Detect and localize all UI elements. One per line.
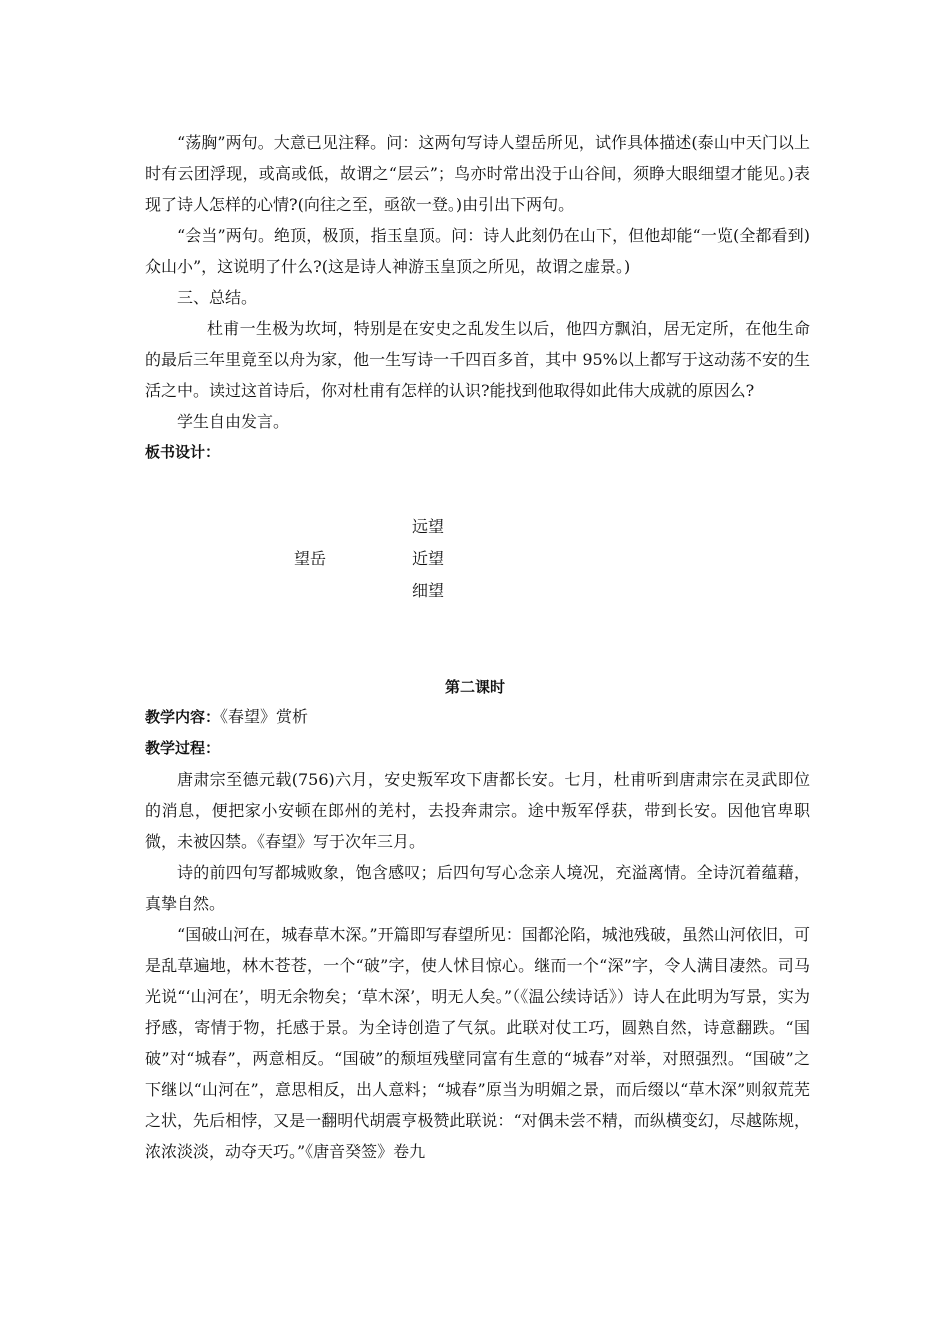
summary-heading: 三、总结。 (177, 288, 258, 307)
board-design-label: 板书设计： (145, 443, 221, 461)
section-chunwang (145, 701, 810, 1167)
board-item-far: 远望 (412, 517, 445, 536)
board-title: 望岳 (294, 549, 327, 568)
teaching-content-value: 《春望》赏析 (220, 707, 309, 726)
paragraph-huidang: “会当”两句。绝顶，极顶，指玉皇顶。问：诗人此刻仍在山下，但他却能“一览(全都看到)众山小”，这说明了什么?(这是诗人神游玉皇顶之所见，故谓之虚景。) (145, 226, 810, 276)
paragraph-background: 唐肃宗至德元载(756)六月，安史叛军攻下唐都长安。七月，杜甫听到唐肃宗在灵武即位的消息，便把家小安顿在郎州的羌村，去投奔肃宗。途中叛军俘获，带到长安。因他官卑职微，未被囚禁。《春望》写于次年三月。 (145, 770, 810, 851)
paragraph-dangxiong: “荡胸”两句。大意已见注释。问：这两句写诗人望岳所见，试作具体描述(泰山中天门以上时有云团浮现，或高或低，故谓之“层云”；鸟亦时常出没于山谷间，须睁大眼细望才能见。)表现了诗人怎样的心情?(向往之至，亟欲一登。)由引出下两句。 (145, 133, 810, 214)
paragraph-guopo-analysis: “国破山河在，城春草木深。”开篇即写春望所见：国都沦陷，城池残破，虽然山河依旧，可是乱草遍地，林木苍苍，一个“破”字，使人怵目惊心。继而一个“深”字，令人满目凄然。司马光说“‘山河在’，明无余物矣；‘草木深’，明无人矣。”（《温公续诗话》）诗人在此明为写景，实为抒感，寄情于物，托感于景。为全诗创造了气氛。此联对仗工巧，圆熟自然，诗意翻跌。“国破”对“城春”，两意相反。“国破”的颓垣残壁同富有生意的“城春”对举，对照强烈。“国破”之下继以“山河在”，意思相反，出人意料；“城春”原当为明媚之景，而后缀以“草木深”则叙荒芜之状，先后相悖，又是一翻明代胡震亨极赞此联说：“对偶未尝不精，而纵横变幻，尽越陈规，浓浓淡淡，动夺天巧。”《唐音癸签》卷九 (145, 925, 810, 1161)
teaching-content-line (145, 701, 810, 733)
summary-paragraph: 杜甫一生极为坎坷，特别是在安史之乱发生以后，他四方飘泊，居无定所，在他生命的最后三年里竟至以舟为家，他一生写诗一千四百多首，其中 95%以上都写于这动荡不安的生活之中。读过这首诗后，你对杜甫有怎样的认识?能找到他取得如此伟大成就的原因么? (145, 319, 810, 400)
section-wangyue-analysis (145, 127, 810, 468)
board-item-detail: 细望 (412, 581, 445, 600)
paragraph-overview: 诗的前四句写都城败象，饱含感叹；后四句写心念亲人境况，充溢离情。全诗沉着蕴藉，真挚自然。 (145, 863, 810, 913)
teaching-process-label: 教学过程： (145, 739, 221, 757)
teaching-content-label: 教学内容： (145, 708, 221, 726)
board-item-near: 近望 (412, 549, 445, 568)
student-paragraph: 学生自由发言。 (177, 412, 290, 431)
lesson-two-title: 第二课时 (444, 678, 505, 696)
